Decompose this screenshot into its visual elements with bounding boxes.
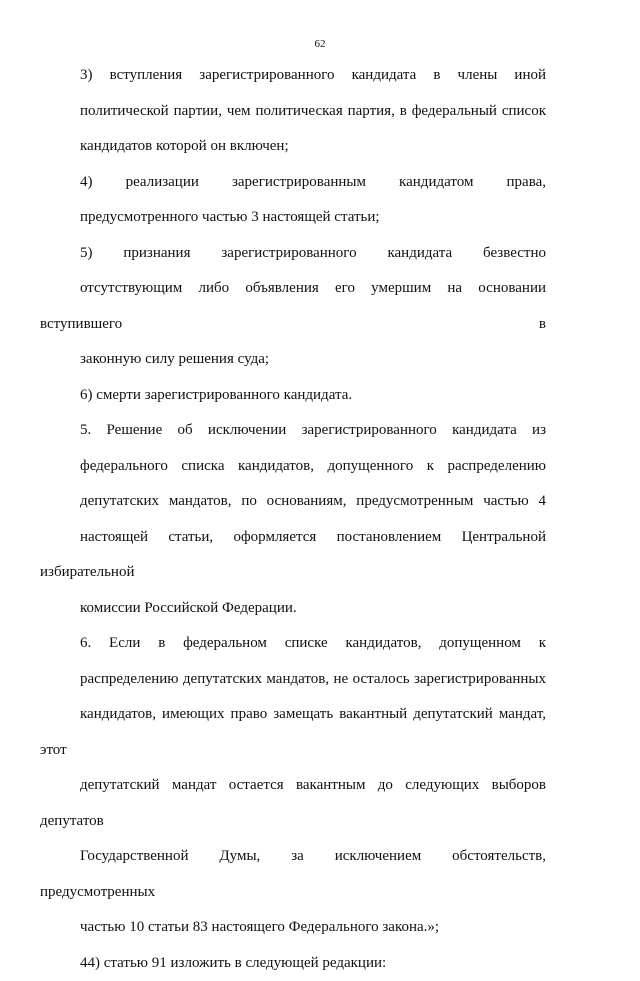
page-number: 62 [0, 38, 640, 50]
text-line: 4) реализации зарегистрированным кандидатом права, [40, 165, 546, 201]
text-line: федерального списка кандидатов, допущенного к распределению [40, 449, 546, 485]
text-line: законную силу решения суда; [40, 342, 546, 378]
document-body [40, 58, 546, 981]
text-line: политической партии, чем политическая партия, в федеральный список [40, 94, 546, 130]
text-line: Государственной Думы, за исключением обстоятельств, предусмотренных [40, 839, 546, 910]
text-line: предусмотренного частью 3 настоящей статьи; [40, 200, 546, 236]
paragraph-item-44 [40, 946, 546, 981]
text-line: комиссии Российской Федерации. [40, 591, 546, 627]
text-line: 6) смерти зарегистрированного кандидата. [40, 378, 546, 414]
text-line: 44) статью 91 изложить в следующей редакции: [40, 946, 546, 981]
text-line: депутатский мандат остается вакантным до следующих выборов депутатов [40, 768, 546, 839]
text-line: кандидатов которой он включен; [40, 129, 546, 165]
paragraph-part-6 [40, 626, 546, 946]
paragraph-item-3 [40, 58, 546, 165]
text-line: кандидатов, имеющих право замещать вакантный депутатский мандат, этот [40, 697, 546, 768]
text-line: депутатских мандатов, по основаниям, предусмотренным частью 4 [40, 484, 546, 520]
text-line: 6. Если в федеральном списке кандидатов, допущенном к [40, 626, 546, 662]
text-line: 5) признания зарегистрированного кандидата безвестно [40, 236, 546, 272]
text-line: распределению депутатских мандатов, не осталось зарегистрированных [40, 662, 546, 698]
paragraph-part-5 [40, 413, 546, 626]
paragraph-item-4 [40, 165, 546, 236]
text-line: частью 10 статьи 83 настоящего Федерального закона.»; [40, 910, 546, 946]
text-line: 3) вступления зарегистрированного кандидата в члены иной [40, 58, 546, 94]
paragraph-item-6 [40, 378, 546, 414]
text-line: настоящей статьи, оформляется постановлением Центральной избирательной [40, 520, 546, 591]
text-line: 5. Решение об исключении зарегистрированного кандидата из [40, 413, 546, 449]
paragraph-item-5 [40, 236, 546, 378]
text-line: отсутствующим либо объявления его умершим на основании вступившего в [40, 271, 546, 342]
